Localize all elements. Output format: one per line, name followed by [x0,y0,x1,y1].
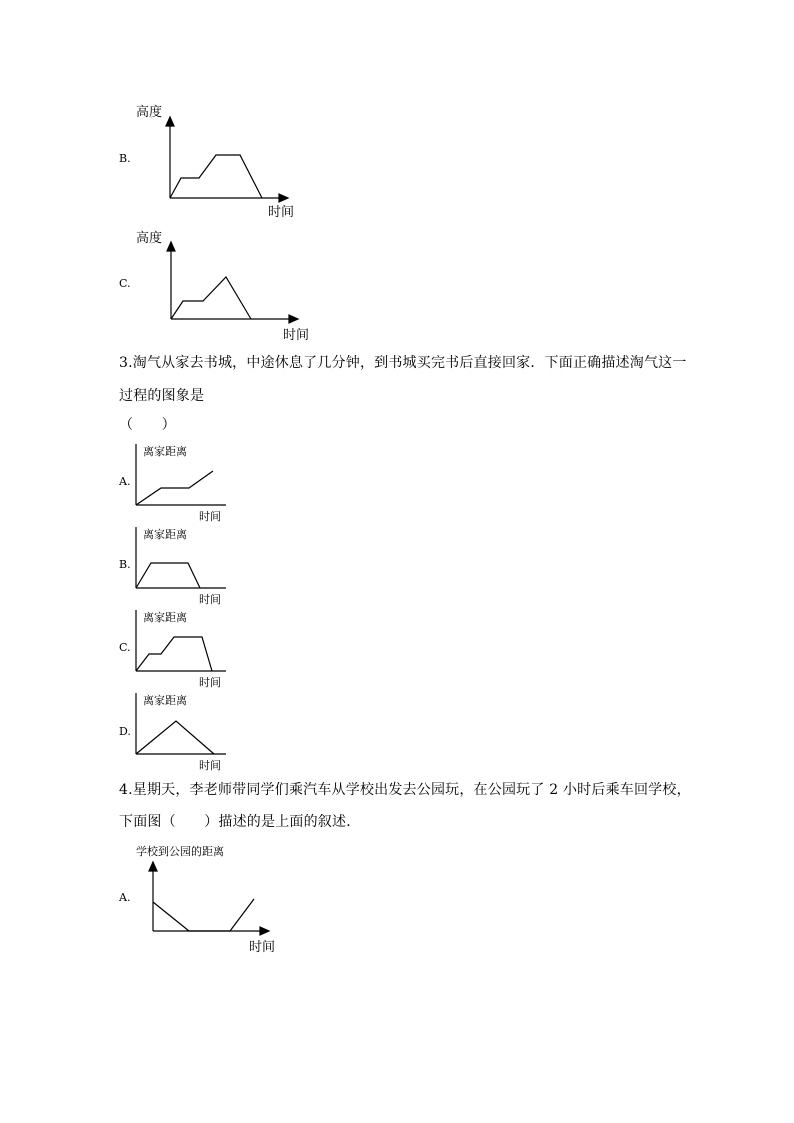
q3-stem-line1: 3.淘气从家去书城，中途休息了几分钟，到书城买完书后直接回家．下面正确描述淘气这一 [119,355,687,371]
q3-c-x-label: 时间 [199,676,221,689]
q3-a-letter[interactable]: A. [119,475,131,488]
q3-a-y-label: 离家距离 [143,445,187,458]
q4-stem-line2: 下面图（ ）描述的是上面的叙述． [119,814,361,830]
q3-d-letter[interactable]: D. [119,725,131,738]
q4-a-y-label: 学校到公园的距离 [136,845,224,858]
q4-a-curve [153,899,254,931]
q4-a-x-arrow [260,927,269,935]
q2-b-x-label: 时间 [268,205,295,220]
q4-stem-line1: 4.星期天，李老师带同学们乘汽车从学校出发去公园玩，在公园玩了 2 小时后乘车回学校， [119,782,691,798]
q2-c-letter[interactable]: C. [119,277,131,290]
q3-answer-blank[interactable]: （ ） [119,417,176,433]
q3-c-letter[interactable]: C. [119,641,131,654]
q4-a-letter[interactable]: A. [119,891,131,904]
q3-b-x-label: 时间 [199,593,221,606]
q4-a-y-arrow [149,862,157,871]
q2-b-y-label: 高度 [136,105,163,120]
q4-a-x-label: 时间 [249,940,276,955]
q3-a-x-label: 时间 [199,510,221,523]
q2-c-y-label: 高度 [136,231,163,246]
q3-d-x-label: 时间 [199,759,221,772]
q3-b-y-label: 离家距离 [143,528,187,541]
q2-b-letter[interactable]: B. [119,152,131,165]
q3-c-y-label: 离家距离 [143,611,187,624]
q3-b-letter[interactable]: B. [119,558,131,571]
q2-c-x-label: 时间 [283,328,310,343]
q3-d-y-label: 离家距离 [143,694,187,707]
q3-stem-line2: 过程的图象是 [119,388,205,404]
